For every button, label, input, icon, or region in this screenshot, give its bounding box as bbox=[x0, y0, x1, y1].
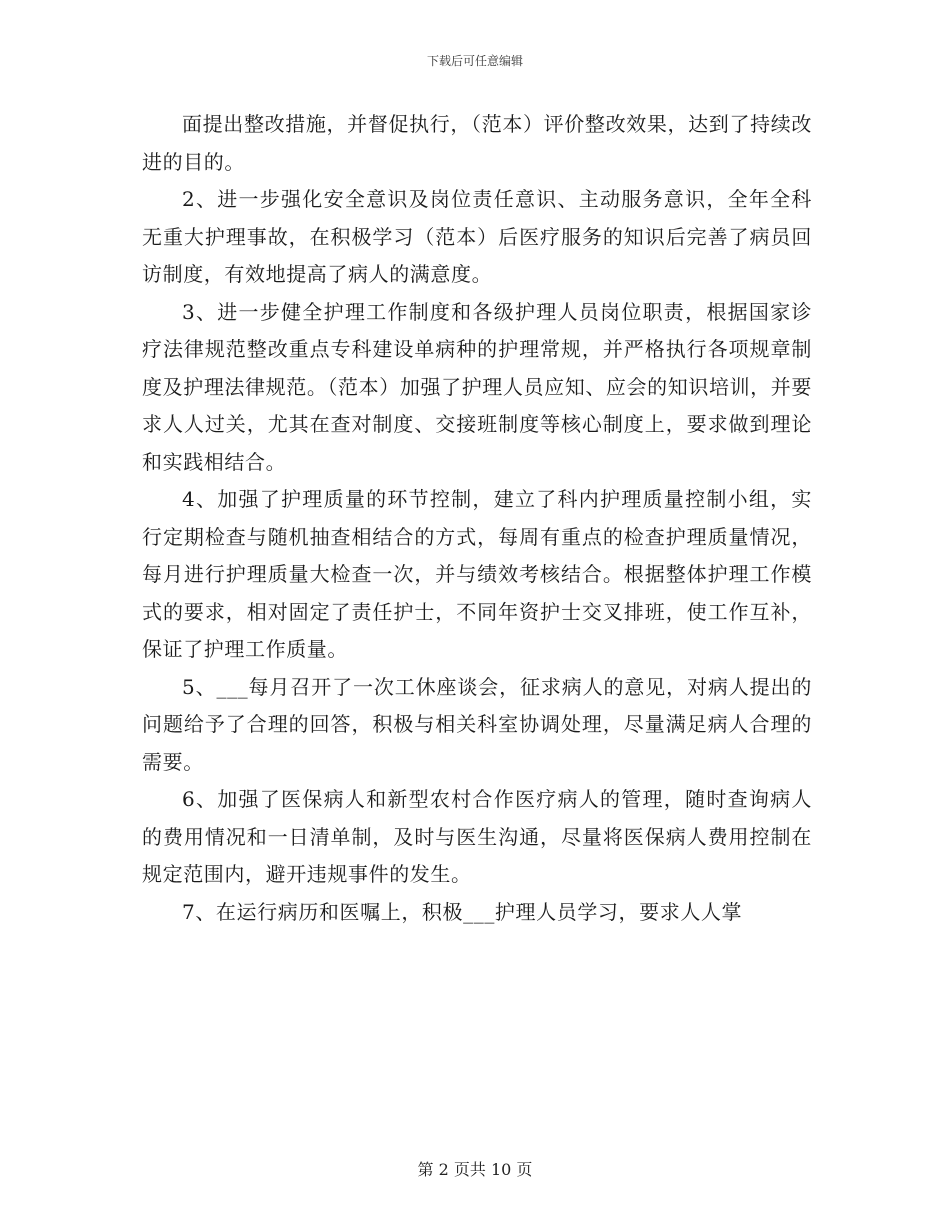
document-body bbox=[142, 106, 812, 931]
page-header: 下载后可任意编辑 bbox=[426, 54, 523, 68]
paragraph-5: 5、___每月召开了一次工休座谈会，征求病人的意见，对病人提出的问题给予了合理的回答，积极与相关科室协调处理，尽量满足病人合理的需要。 bbox=[142, 674, 812, 774]
paragraph-2: 2、进一步强化安全意识及岗位责任意识、主动服务意识，全年全科无重大护理事故，在积极学习（范本）后医疗服务的知识后完善了病员回访制度，有效地提高了病人的满意度。 bbox=[142, 187, 812, 286]
page-footer: 第 2 页共 10 页 bbox=[417, 1160, 533, 1179]
paragraph-6: 6、加强了医保病人和新型农村合作医疗病人的管理，随时查询病人的费用情况和一日清单制，及时与医生沟通，尽量将医保病人费用控制在规定范围内，避开违规事件的发生。 bbox=[142, 787, 812, 886]
paragraph-1: 面提出整改措施，并督促执行，（范本）评价整改效果，达到了持续改进的目的。 bbox=[142, 112, 812, 174]
paragraph-4: 4、加强了护理质量的环节控制，建立了科内护理质量控制小组，实行定期检查与随机抽查相结合的方式，每周有重点的检查护理质量情况，每月进行护理质量大检查一次，并与绩效考核结合。根据整体护理工作模式的要求，相对固定了责任护士，不同年资护士交叉排班，使工作互补，保证了护理工作质量。 bbox=[142, 487, 812, 661]
paragraph-3: 3、进一步健全护理工作制度和各级护理人员岗位职责，根据国家诊疗法律规范整改重点专科建设单病种的护理常规，并严格执行各项规章制度及护理法律规范。（范本）加强了护理人员应知、应会的知识培训，并要求人人过关，尤其在查对制度、交接班制度等核心制度上，要求做到理论和实践相结合。 bbox=[142, 299, 812, 474]
paragraph-7: 7、在运行病历和医嘱上，积极___护理人员学习，要求人人掌 bbox=[182, 899, 743, 924]
